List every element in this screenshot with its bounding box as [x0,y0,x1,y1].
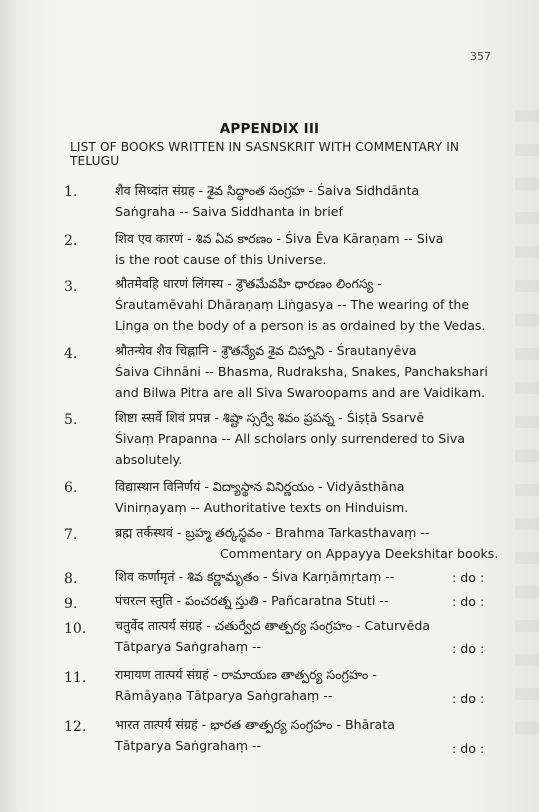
item-line: Rāmāyaṇa Tātparya Saṅgrahaṃ -- [115,688,333,703]
item-number: 4. [64,346,78,362]
item-line: श्रौतमेवहि धारणं लिंगस्य - శ్రౌతమేవహి ధారణం లింగస్య - [115,276,382,291]
appendix-title: APPENDIX III [219,121,320,137]
item-line: रामायण तात्पर्य संग्रहं - రామాయణ తాత్పర్య సంగ్రహం - [115,667,377,682]
bleed-through-shadow [515,110,539,750]
item-line: श्रौतन्येव शैव चिह्नानि - శ్రౌతన్యేవ శైవ చిహ్నాని - Śrautanyēva [115,343,417,358]
item-text [115,340,515,403]
item-line: शिव कर्णामृतं - శివ కర్ణామృతం - Śiva Karṇāmṛtaṃ -- [115,569,395,584]
item-line: Śrautamēvahi Dhāraṇaṃ Liṅgasya -- The wearing of the [115,297,470,312]
page-number: 357 [470,50,491,63]
appendix-subtitle: LIST OF BOOKS WRITTEN IN SASNSKRIT WITH COMMENTARY IN TELUGU [70,140,460,168]
item-line: Commentary on Appayya Deekshitar books. [220,546,499,561]
item-line: Vinirṇayaṃ -- Authoritative texts on Hinduism. [115,500,409,515]
item-number: 7. [64,527,78,543]
item-line: Śivaṃ Prapanna -- All scholars only surrendered to Siva [115,431,465,446]
item-number: 2. [64,233,78,249]
item-number: 1. [64,184,78,200]
item-number: 8. [64,571,78,587]
item-line: Śaiva Cihnāni -- Bhasma, Rudraksha, Snakes, Panchakshari [115,364,488,379]
item-line: is the root cause of this Universe. [115,252,327,267]
item-number: 5. [64,412,78,428]
item-text [115,228,515,270]
ditto-mark: : do : [452,741,485,756]
item-number: 3. [64,279,78,295]
item-number: 6. [64,480,78,496]
item-number: 12. [64,719,87,735]
item-number: 9. [64,596,78,612]
item-text [115,273,515,336]
item-line: शिष्टा स्सर्वे शिवं प्रपन्न - శిష్టా స్సర్వే శివం ప్రపన్న - Śiṣṭā Ssarvē [115,410,425,425]
item-line: ब्रह्म तर्कस्थवं - బ్రహ్మ తర్కస్థవం - Brahma Tarkasthavaṃ -- [115,525,430,540]
item-text [115,476,515,518]
item-number: 10. [64,621,87,637]
item-line: शिव एव कारणं - శివ ఏవ కారణం - Śiva Ēva Kāraṇam -- Siva [115,231,444,246]
ditto-mark: : do : [452,594,485,609]
item-line: Saṅgraha -- Saiva Siddhanta in brief [115,204,343,219]
item-text [115,180,515,222]
item-line: पंचरत्न स्तुति - పంచరత్న స్తుతి - Pañcaratna Stuti -- [115,593,389,608]
ditto-mark: : do : [452,691,485,706]
item-line: Tātparya Saṅgrahaṃ -- [115,738,262,753]
ditto-mark: : do : [452,570,485,585]
item-line: भारत तात्पर्य संग्रहं - భారత తాత్పర్య సంగ్రహం - Bhārata [115,717,395,732]
item-line: चतुर्वेद तात्पर्य संग्रहं - చతుర్వేద తాత్పర్య సంగ్రహం - Caturvēda [115,618,431,633]
item-line: Tātparya Saṅgrahaṃ -- [115,639,262,654]
ditto-mark: : do : [452,641,485,656]
item-text [115,407,515,470]
item-line: शैव सिध्दांत संग्रह - శైవ సిద్ధాంత సంగ్రహ - Śaiva Sidhdānta [115,183,420,198]
item-number: 11. [64,670,87,686]
item-line: Linga on the body of a person is as ordained by the Vedas. [115,318,486,333]
item-line: विद्यास्थान विनिर्णयं - విద్యాస్థాన వినిర్ణయం - Vidyāsthāna [115,479,405,494]
item-text [115,522,515,564]
item-line: absolutely. [115,452,183,467]
item-line: and Bilwa Pitra are all Siva Swaroopams and are Vaidikam. [115,385,486,400]
